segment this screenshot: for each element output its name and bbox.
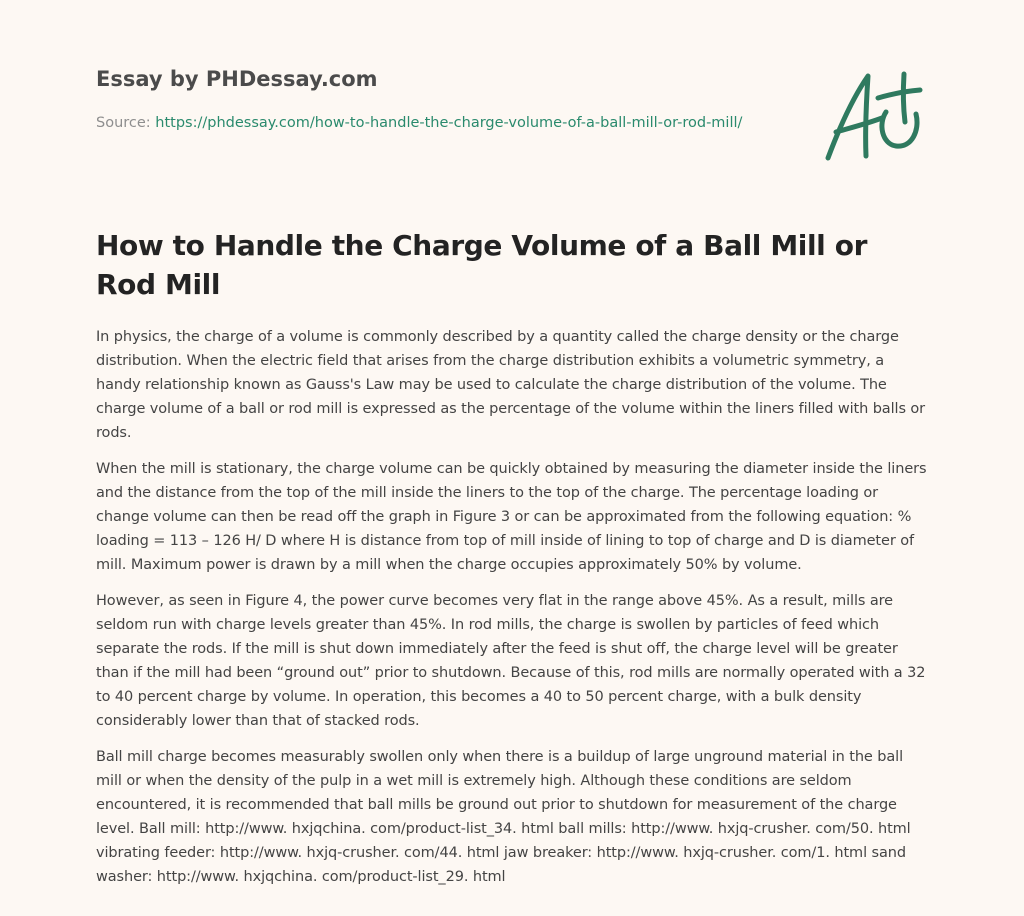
source-line [96, 112, 756, 135]
essay-paragraph: When the mill is stationary, the charge volume can be quickly obtained by measuring the diameter inside the liners and the distance from the top of the mill inside the liners to the top of the charge. The percentage loading or change volume can then be read off the graph in Figure 3 or can be approximated from the following equation: % loading = 113 – 126 H/ D where H is distance from top of mill inside of lining to top of charge and D is diameter of mill. Maximum power is drawn by a mill when the charge occupies approximately 50% by volume. [96, 461, 927, 573]
source-label: Source: [96, 115, 151, 131]
essay-paragraph: Ball mill charge becomes measurably swollen only when there is a buildup of large unground material in the ball mill or when the density of the pulp in a wet mill is extremely high. Although these conditions are seldom encountered, it is recommended that ball mills be ground out prior to shutdown for measurement of the charge level. Ball mill: http://www. hxjqchina. com/product-list_34. html ball mills: http://www. hxjq-crusher. com/50. html vibrating feeder: http://www. hxjq-crusher. com/44. html jaw breaker: http://www. hxjq-crusher. com/1. html sand washer: http://www. hxjqchina. com/product-list_29. html [96, 749, 911, 885]
site-title: Essay by PHDessay.com [96, 67, 378, 91]
page-header [96, 66, 776, 135]
essay-title: How to Handle the Charge Volume of a Ball Mill or Rod Mill [96, 229, 867, 301]
essay-body [96, 325, 928, 901]
a-plus-grade-logo-icon [820, 66, 930, 166]
essay-paragraph: However, as seen in Figure 4, the power curve becomes very flat in the range above 45%. As a result, mills are seldom run with charge levels greater than 45%. In rod mills, the charge is swollen by particles of feed which separate the rods. If the mill is shut down immediately after the feed is shut off, the charge level will be greater than if the mill had been “ground out” prior to shutdown. Because of this, rod mills are normally operated with a 32 to 40 percent charge by volume. In operation, this becomes a 40 to 50 percent charge, with a bulk density considerably lower than that of stacked rods. [96, 593, 926, 729]
source-link[interactable]: https://phdessay.com/how-to-handle-the-charge-volume-of-a-ball-mill-or-rod-mill/ [155, 115, 743, 131]
essay-paragraph: In physics, the charge of a volume is commonly described by a quantity called the charge density or the charge distribution. When the electric field that arises from the charge distribution exhibits a volumetric symmetry, a handy relationship known as Gauss's Law may be used to calculate the charge distribution of the volume. The charge volume of a ball or rod mill is expressed as the percentage of the volume within the liners filled with balls or rods. [96, 329, 926, 441]
